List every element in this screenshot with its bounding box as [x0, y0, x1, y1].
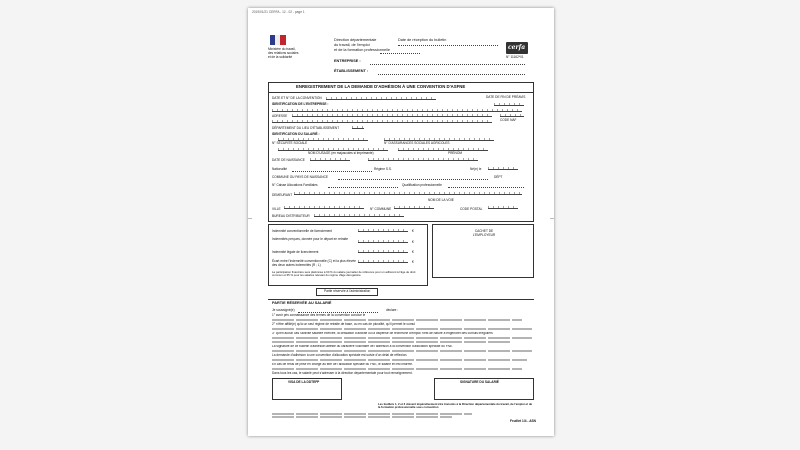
para-1: 1° avoir pris connaissance des termes de la convention conclue le [272, 313, 366, 317]
date-fin-field[interactable] [494, 102, 524, 106]
code-naf-field[interactable] [500, 113, 524, 117]
adresse-label: ADRESSE [272, 114, 288, 118]
naissance-field[interactable] [310, 157, 350, 161]
currency-label: € [412, 240, 414, 244]
ne-le-field[interactable] [488, 166, 518, 170]
para-filler [272, 328, 532, 330]
signature-label: SIGNATURE DU SALARIÉ [460, 380, 499, 384]
naissance-extra-field[interactable] [368, 157, 478, 161]
salarie-title: PARTIE RÉSERVÉE AU SALARIÉ [272, 301, 332, 305]
date-reception-label: Date de réception du bulletin [398, 38, 447, 42]
top-strip: 2019/01/21 CERFA - 12 - 02 - page 1 [252, 10, 305, 14]
entreprise-label: ENTREPRISE : [334, 59, 361, 63]
para-3: 3° qu'en aucun cas l'activité salariée exercée, la cessation d'activité ou la dispense de recherche d'emploi n'est de nature à engendrer des cumuls irréguliers [272, 332, 493, 335]
indemnity-4-label: Écart entre l'indemnité conventionnelle (C) et la plus élevée des deux autres indemnités (R ; L) [272, 259, 356, 267]
lieu-naissance-label: COMMUNE OU PAYS DE NAISSANCE [272, 175, 329, 179]
direction-line-3: et de la formation professionnelle [334, 48, 390, 52]
assurance-label: N° D'ASSURANCES SOCIALES AGRICOLES [384, 141, 450, 145]
indemnity-2-field[interactable] [358, 239, 408, 243]
indemnity-3-label: Indemnité légale de licenciement [272, 250, 319, 254]
para-6: En cas de refus de prise en charge au titre de l'allocation spéciale du FNE, le salarié en est informé. [272, 363, 413, 366]
adresse-field[interactable] [292, 113, 492, 117]
nom-voie-label: NOM DE LA VOIE [428, 198, 454, 202]
admin-box-label: Partie réservée à l'administration [324, 289, 371, 293]
para-filler [272, 368, 522, 370]
ministry-line-3: et de la solidarité [268, 55, 293, 59]
ministry-line-2: des relations sociales [268, 51, 299, 55]
para-filler [272, 337, 532, 339]
para-filler [272, 350, 532, 352]
qualification-label: Qualification professionnelle [402, 183, 442, 187]
para-5: La demande d'adhésion à une convention d'allocation spéciale est suivie d'un délai de réflexion. [272, 353, 408, 357]
para-filler [272, 319, 522, 321]
indemnity-1-field[interactable] [358, 228, 408, 232]
marianne-logo [270, 35, 286, 45]
prenom-field[interactable] [398, 147, 488, 151]
commune-field[interactable] [394, 205, 434, 209]
caisse-label: N° Caisse Allocations Familiales [272, 183, 318, 187]
crop-mark [248, 218, 252, 219]
ville-label: VILLE [272, 207, 281, 211]
currency-label: € [412, 260, 414, 264]
para-7: Dans tous les cas, le salarié peut s'adresser à la direction départementale pour tout renseignement. [272, 371, 413, 375]
direction-line-2: du travail, de l'emploi [334, 43, 370, 47]
ident-entreprise-label: IDENTIFICATION DE L'ENTREPRISE : [272, 102, 329, 106]
form-ref: Feuillet 1/4 - ASN [510, 419, 536, 423]
secu-label: N° SÉCURITÉ SOCIALE [272, 141, 308, 145]
departement-label: DÉPARTEMENT DU LIEU D'ÉTABLISSEMENT [272, 126, 340, 130]
cerfa-number: N° 11162*01 [506, 55, 524, 59]
visa-label: VISA DE LA DDTEFP [288, 380, 320, 384]
ministry-line-1: Ministère du travail, [268, 47, 296, 51]
code-naf-label: CODE NAF [500, 118, 517, 122]
footnote-line [272, 413, 472, 415]
para-2: 2° n'être affilié(e) qu'à un seul régime de retraite de base, ou en cas de pluralité, qu'il permet le cumul [272, 322, 416, 326]
currency-label: € [412, 250, 414, 254]
declare-label: déclare : [386, 308, 399, 312]
departement-field[interactable] [352, 125, 364, 129]
indemnity-2-label: Indemnités perçues, donnée pour le départ en retraite [272, 237, 349, 241]
form-page: 2019/01/21 CERFA - 12 - 02 - page 1 Ministère du travail, des relations sociales et de la solidarité Direction départementale du travail, de l'emploi et de la formation professionnelle Date de réception du bulletin cerfa N° 11162*01 ENTREPRISE : ÉTABLISSEMENT : ENREGISTREMENT DE LA DEMANDE D'ADHÉSION À UNE CONVENTION D'ASFNE DATE ET N° DE LA CONVENTION DATE DE FIN DE PRÉAVIS IDENTIFICATION DE L'ENTREPRISE : ADRESSE CODE NAF DÉPARTEMENT DU LIEU D'ÉTABLISSEMENT IDENTIFICATION DU SALARIÉ : N° SÉCURITÉ SOCIALE N° D'ASSURANCES SOCIALES AGRICOLES NOM D'USAGE (en majuscules si imprimante) PRÉNOM DATE DE NAISSANCE Nationalité Régime S.S. Né(e) le COMMUNE OU PAYS DE NAISSANCE DÉPT N° Caisse Allocations Familiales Qualification professionnelle DEMEURANT NOM DE LA VOIE VILLE N° COMMUNE CODE POSTAL BUREAU DISTRIBUTEUR Indemnité conventionnelle de licenciement € Indemnités perçues, donnée pour le départ en retraite € Indemnité légale de licenciement € Écart entre l'indemnité conventionnelle (C) et la plus élevée des deux autres indemnités (R ; L) € La participation financière sera plafonnée à 60 % du salaire journalier de référence pour un adhérent à l'âge de droit commun et 65 % pour les salariés relevant du régime d'âge dérogatoire. Partie réservée à l'administration CACHET DE L'EMPLOYEUR PARTIE RÉSERVÉE AU SALARIÉ Je soussigné(e) déclare : 1° avoir pris connaissance des termes de la convention conclue le 2° n'être affilié(e) qu'à un seul régime de retraite de base, ou en cas de pluralité, qu'il permet le cumul 3° qu'en aucun cas l'activité salariée exercée, la cessation d'activité ou la dispense de recherche d'emploi n'est de nature à engendrer des cumuls irréguliers La signature de ce bulletin d'adhésion atteste du caractère volontaire de l'adhésion à la convention d'allocation spéciale du FNE. La demande d'adhésion à une convention d'allocation spéciale est suivie d'un délai de réflexion. En cas de refus de prise en charge au titre de l'allocation spéciale du FNE, le salarié en est informé. Dans tous les cas, le salarié peut s'adresser à la direction départementale pour tout renseignement. VISA DE LA DDTEFP SIGNATURE DU SALARIÉ Les feuillets 1, 2 et 3 doivent impérativement être transmis à la Direction départementale du travail, de l'emploi et de la formation professionnelle sous convention Feuillet 1/4 - ASN [248, 8, 554, 436]
indemnity-1-label: Indemnité conventionnelle de licenciement [272, 229, 333, 233]
para-4: La signature de ce bulletin d'adhésion atteste du caractère volontaire de l'adhésion à la convention d'allocation spéciale du FNE. [272, 345, 453, 348]
demeurant-label: DEMEURANT [272, 193, 293, 197]
entreprise-name-field[interactable] [272, 108, 522, 112]
dept-label: DÉPT [494, 175, 503, 179]
ident-salarie-label: IDENTIFICATION DU SALARIÉ : [272, 132, 320, 136]
date-convention-label: DATE ET N° DE LA CONVENTION [272, 96, 322, 100]
demeurant-field[interactable] [294, 191, 522, 195]
nationalite-label: Nationalité [272, 167, 288, 171]
indemnity-3-field[interactable] [358, 249, 408, 253]
regime-label: Régime S.S. [374, 167, 392, 171]
footer-note: Les feuillets 1, 2 et 3 doivent impérativement être transmis à la Direction départementale du travail, de l'emploi et de la formation professionnelle sous convention [378, 402, 533, 410]
prenom-label: PRÉNOM [448, 151, 462, 155]
form-title: ENREGISTREMENT DE LA DEMANDE D'ADHÉSION À UNE CONVENTION D'ASFNE [296, 84, 466, 89]
para-filler [272, 359, 527, 361]
ville-field[interactable] [284, 205, 364, 209]
commune-label: N° COMMUNE [370, 207, 392, 211]
code-postal-field[interactable] [488, 205, 518, 209]
nom-label: NOM D'USAGE (en majuscules si imprimante) [308, 151, 374, 155]
bureau-label: BUREAU DISTRIBUTEUR [272, 214, 310, 218]
bureau-field[interactable] [314, 213, 404, 217]
code-postal-label: CODE POSTAL [460, 207, 483, 211]
footnote-line [272, 416, 452, 418]
soussigne-label: Je soussigné(e) [272, 308, 295, 312]
date-fin-label: DATE DE FIN DE PRÉAVIS [486, 95, 526, 99]
indemnity-4-field[interactable] [358, 259, 408, 263]
etablissement-label: ÉTABLISSEMENT : [334, 69, 369, 73]
naissance-label: DATE DE NAISSANCE [272, 158, 305, 162]
cachet-label: CACHET DE L'EMPLOYEUR [472, 229, 496, 237]
para-filler [272, 341, 512, 343]
direction-line-1: Direction départementale [334, 38, 377, 42]
crop-mark [550, 218, 554, 219]
date-convention-field[interactable] [326, 96, 436, 100]
participation-text: La participation financière sera plafonnée à 60 % du salaire journalier de référence pour un adhérent à l'âge de droit commun et 65 % pour les salariés relevant du régime d'âge dérogatoire. [272, 270, 416, 278]
adresse-field-2[interactable] [272, 119, 492, 123]
currency-label: € [412, 229, 414, 233]
cerfa-logo: cerfa [506, 42, 528, 54]
